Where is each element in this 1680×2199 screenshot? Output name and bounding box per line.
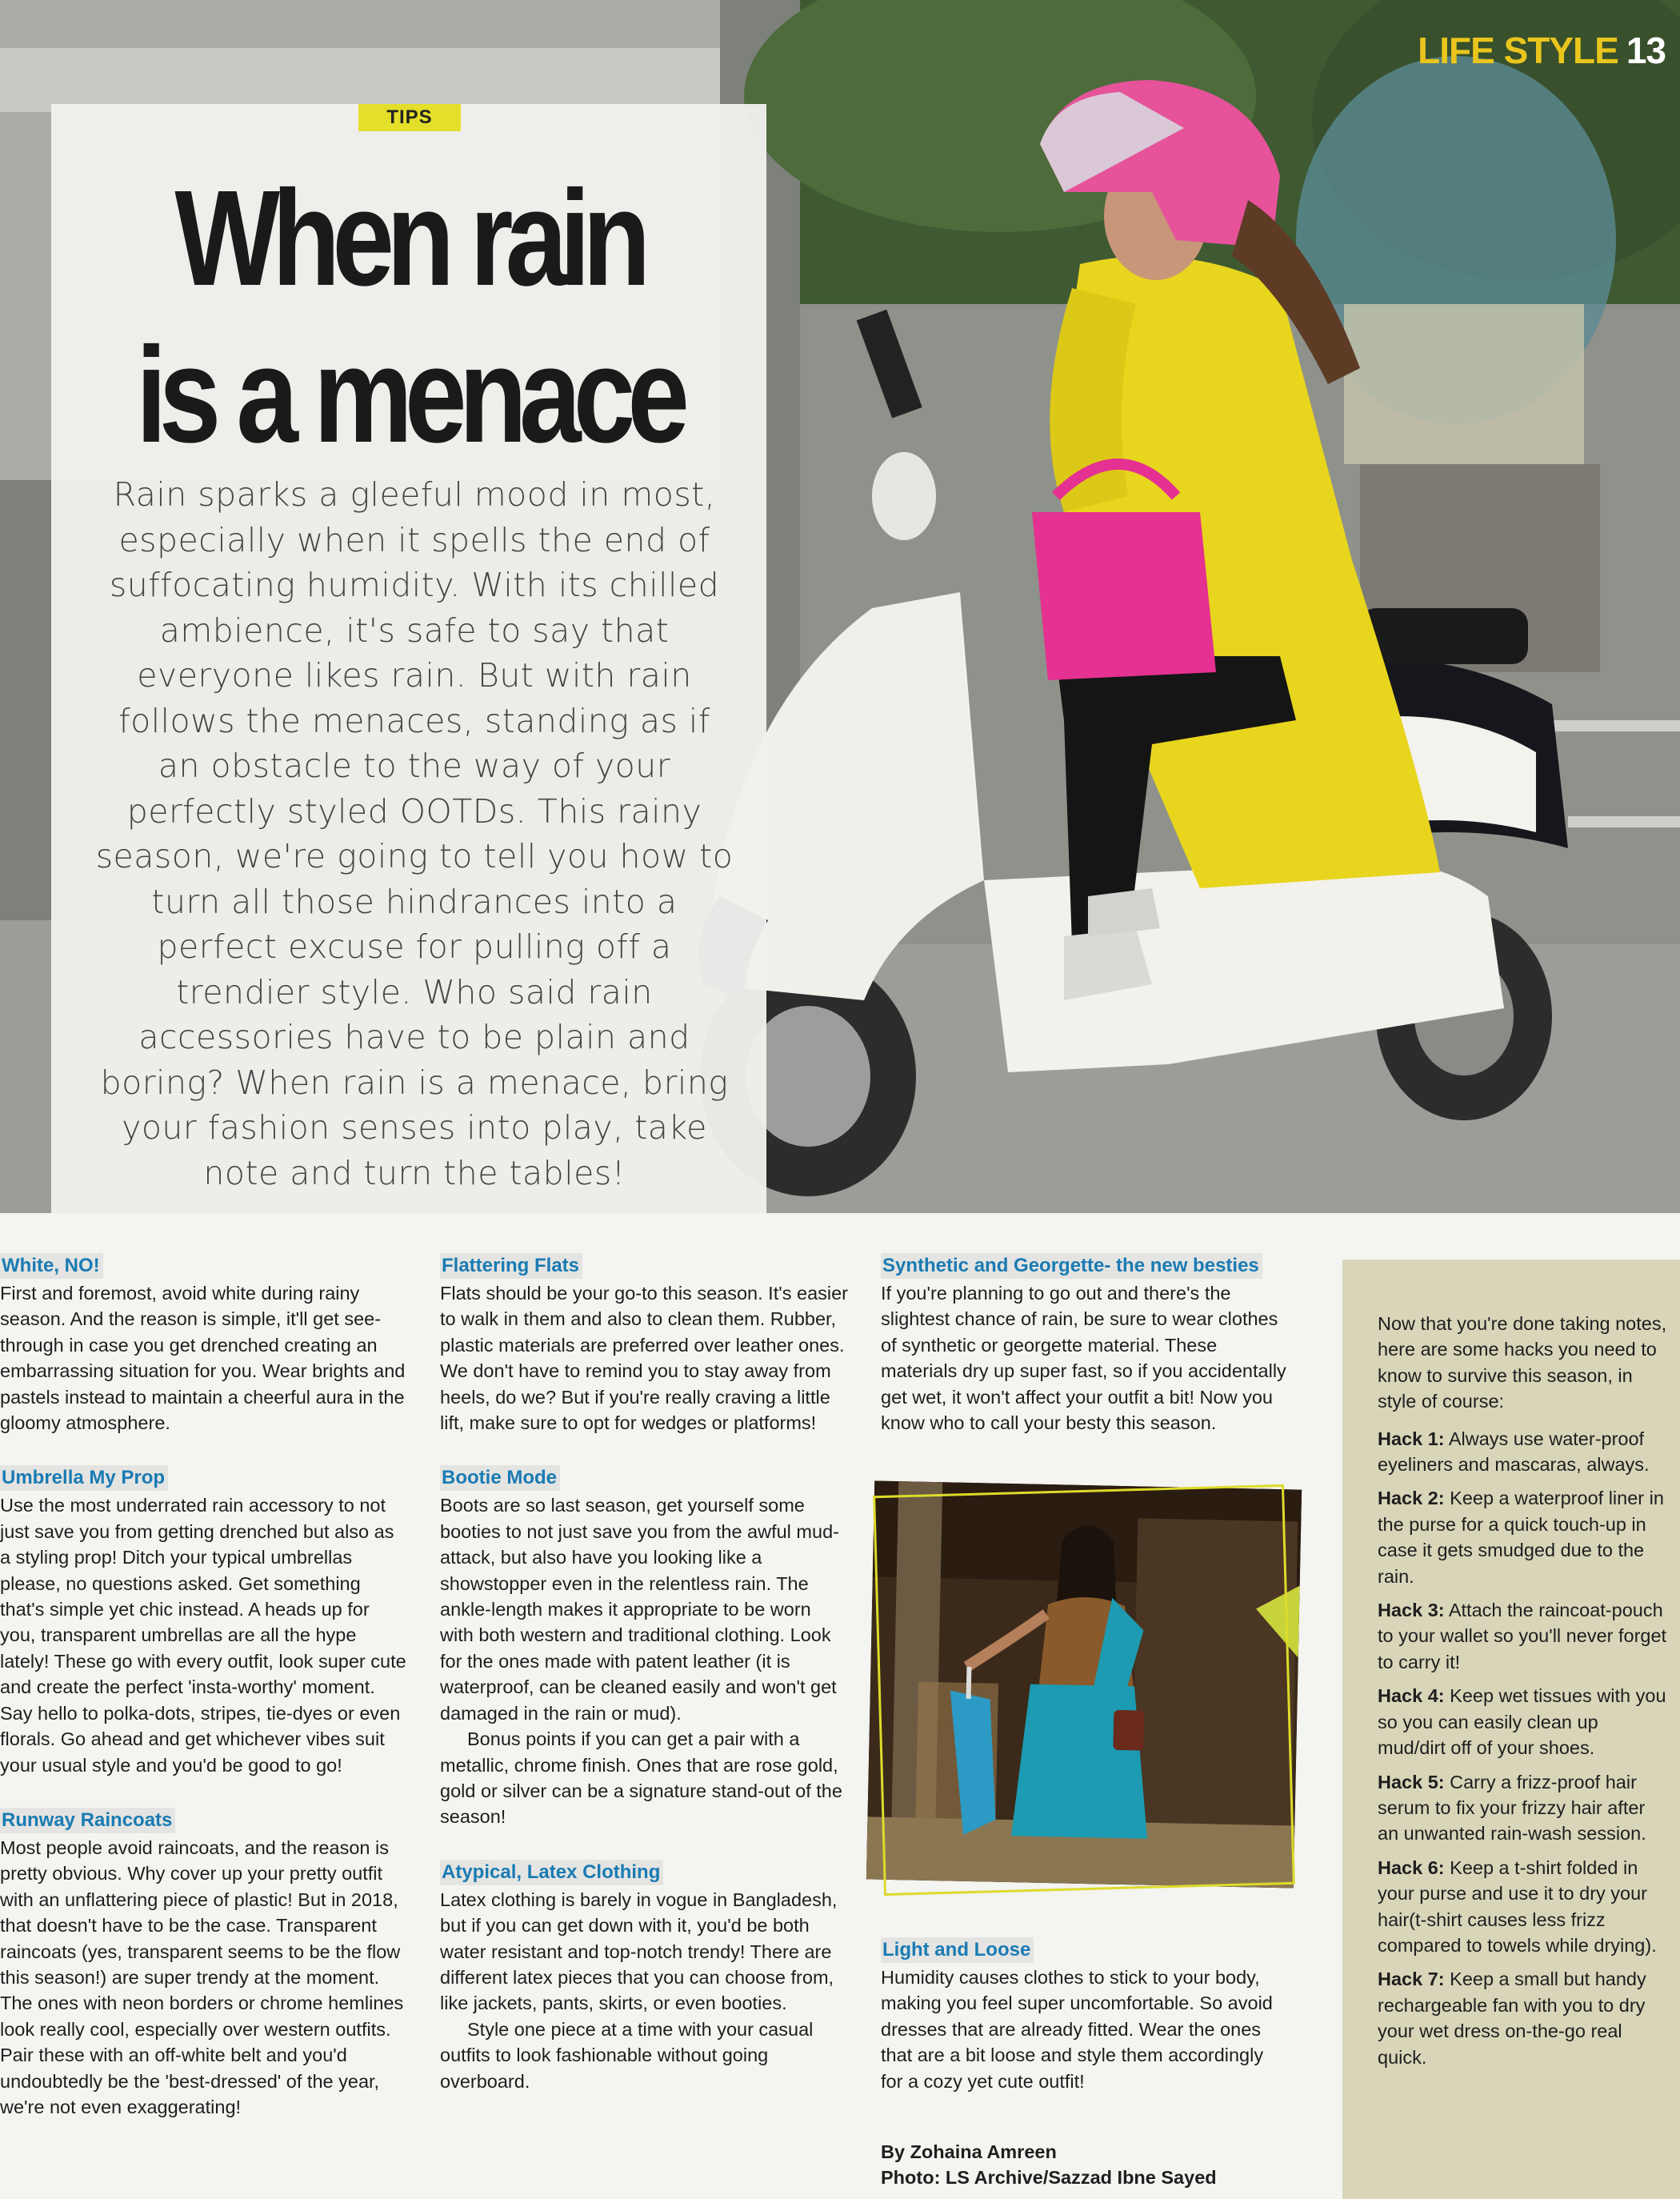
hack-item: [1378, 1855, 1667, 1959]
headline: [115, 160, 702, 474]
section-name: LIFE STYLE: [1418, 30, 1618, 71]
author: By Zohaina Amreen: [881, 2141, 1057, 2162]
byline: [881, 2139, 1217, 2190]
column-1: [0, 1252, 408, 2149]
section-flats: [440, 1252, 848, 1436]
section-latex: [440, 1859, 848, 2094]
hack-text: Keep a small but handy rechargeable fan with you to dry your wet dress on-the-go real quick.: [1378, 1969, 1646, 2068]
section-title: Atypical, Latex Clothing: [440, 1860, 663, 1885]
hack-item: [1378, 1597, 1667, 1675]
hack-label: Hack 3:: [1378, 1600, 1445, 1621]
hack-item: [1378, 1966, 1667, 2070]
hack-item: [1378, 1683, 1667, 1760]
hack-item: [1378, 1485, 1667, 1589]
hacks-intro: Now that you're done taking notes, here are some hacks you need to know to survive this season, in style of course:: [1378, 1313, 1667, 1412]
section-body: Humidity causes clothes to stick to your body, making you feel super uncomfortable. So avoid dresses that are already fitted. Wear the ones that are a bit loose and style them accordingly for a cozy yet cute outfit!: [881, 1967, 1273, 2092]
section-body: Use the most underrated rain accessory to not just save you from getting drenched but also as a styling prop! Ditch your typical umbrellas please, no questions asked. Get something that's simple yet chic instead. A heads up for you, transparent umbrellas are all the hype lately! These go with every outfit, look super cute and create the perfect 'insta-worthy' moment. Say hello to polka-dots, stripes, tie-dyes or even florals. Go ahead and get whichever vibes suit your usual style and you'd be good to go!: [0, 1495, 406, 1776]
section-synthetic: [881, 1252, 1289, 1436]
column-3-lower: [881, 1937, 1289, 2123]
intro-panel: [51, 104, 766, 1213]
intro-text: Rain sparks a gleeful mood in most, especially when it spells the end of suffocating humidity. With its chilled ambience, it's safe to say that everyone likes rain. But with rain follows the menaces, standing as if an obstacle to the way of your perfectly styled OOTDs. This rainy season, we're going to tell you how to turn all those hindrances into a perfect excuse for pulling off a trendier style. Who said rain accessories have to be plain and boring? When rain is a menace, bring your fashion senses into play, take note and turn the tables!: [95, 475, 734, 1192]
column-2: [440, 1252, 848, 2123]
hack-label: Hack 4:: [1378, 1685, 1445, 1707]
sari-photo: [870, 1485, 1298, 1890]
section-body: Flats should be your go-to this season. It's easier to walk in them and also to clean them. Rubber, plastic materials are preferred over leather ones. We don't have to remind you to stay away from heels, do we? But if you're really craving a little lift, make sure to opt for wedges or platforms!: [440, 1283, 849, 1434]
section-body: Boots are so last season, get yourself some booties to not just save you from the awful mud-attack, but also have you looking like a showstopper even in the relentless rain. The ankle-length makes it appropriate to be worn with both western and traditional clothing. Look for the ones made with patent leather (it is waterproof, can be cleaned easily and won't get damaged in the rain or mud).: [440, 1495, 839, 1724]
section-raincoats: [0, 1807, 408, 2120]
section-title: Umbrella My Prop: [0, 1465, 168, 1491]
hacks-content: [1378, 1311, 1667, 2078]
section-body: Most people avoid raincoats, and the reason is pretty obvious. Why cover up your pretty outfit with an unflattering piece of plastic! But in 2018, that doesn't have to be the case. Transparent raincoats (yes, transparent seems to be the flow this season!) are super trendy at the moment. The ones with neon borders or chrome hemlines look really cool, especially over western outfits. Pair these with an off-white belt and you'd undoubtedly be the 'best-dressed' of the year, we're not even exaggerating!: [0, 1837, 404, 2117]
section-title: Light and Loose: [881, 1937, 1034, 1963]
section-title: Runway Raincoats: [0, 1808, 175, 1833]
section-title: Flattering Flats: [440, 1253, 582, 1279]
hacks-sidebar: [1342, 1260, 1680, 2199]
hack-label: Hack 5:: [1378, 1771, 1445, 1792]
section-body: First and foremost, avoid white during rainy season. And the reason is simple, it'll get see-through in case you get drenched creating an embarrassing situation for you. Wear brights and pastels instead to maintain a cheerful aura in the gloomy atmosphere.: [0, 1283, 406, 1434]
hack-label: Hack 2:: [1378, 1488, 1445, 1509]
section-loose: [881, 1937, 1289, 2094]
section-white-no: [0, 1252, 408, 1436]
section-title: Bootie Mode: [440, 1465, 560, 1491]
hack-text: Keep a t-shirt folded in your purse and use it to dry your hair(t-shirt causes less frizz compared to towels while drying).: [1378, 1857, 1657, 1956]
hack-text: Always use water-proof eyeliners and mascaras, always.: [1378, 1428, 1650, 1476]
page-number: 13: [1626, 30, 1666, 71]
hack-item: [1378, 1426, 1667, 1478]
section-title: White, NO!: [0, 1253, 103, 1279]
hack-item: [1378, 1769, 1667, 1847]
headline-line-2: is a menace: [135, 319, 682, 471]
hack-label: Hack 7:: [1378, 1969, 1445, 1990]
tips-tag: TIPS: [358, 104, 461, 131]
photo-frame: [873, 1484, 1295, 1896]
page-header: [1418, 29, 1666, 77]
hack-label: Hack 6:: [1378, 1857, 1445, 1878]
photo-credit: Photo: LS Archive/Sazzad Ibne Sayed: [881, 2167, 1217, 2188]
section-body: Latex clothing is barely in vogue in Bangladesh, but if you can get down with it, you'd be both water resistant and top-notch trendy! There are different latex pieces that you can choose from, like jackets, pants, skirts, or even booties.: [440, 1889, 838, 2014]
section-body-2: Style one piece at a time with your casual outfits to look fashionable without going overboard.: [440, 2018, 814, 2092]
section-umbrella: [0, 1464, 408, 1777]
hack-text: Carry a frizz-proof hair serum to fix your frizzy hair after an unwanted rain-wash session.: [1378, 1771, 1646, 1845]
headline-line-1: When rain: [174, 162, 643, 314]
hack-text: Keep wet tissues with you so you can easily clean up mud/dirt off of your shoes.: [1378, 1685, 1666, 1759]
hack-label: Hack 1:: [1378, 1428, 1445, 1449]
hack-text: Attach the raincoat-pouch to your wallet so you'll never forget to carry it!: [1378, 1600, 1667, 1672]
section-body-2: Bonus points if you can get a pair with a metallic, chrome finish. Ones that are rose gold, gold or silver can be a signature stand-out of the season!: [440, 1728, 842, 1828]
section-body: If you're planning to go out and there's the slightest chance of rain, be sure to wear clothes of synthetic or georgette material. These materials dry up super fast, so if you accidentally get wet, it won't affect your outfit a bit! Now you know who to call your besty this season.: [881, 1283, 1286, 1434]
column-3: [881, 1252, 1289, 1464]
hack-text: Keep a waterproof liner in the purse for a quick touch-up in case it gets smudged due to the rain.: [1378, 1488, 1664, 1587]
section-title: Synthetic and Georgette- the new besties: [881, 1253, 1262, 1279]
section-bootie: [440, 1464, 848, 1829]
